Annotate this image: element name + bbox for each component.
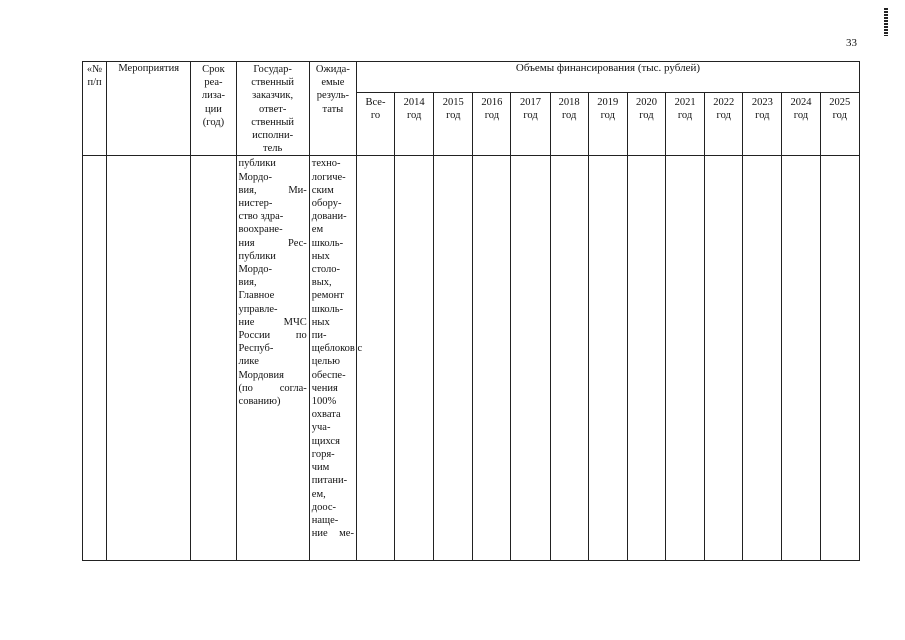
header-customer-line: исполни- — [252, 130, 294, 142]
customer-text-line: Респуб- — [238, 343, 274, 355]
header-total — [356, 93, 394, 156]
cell-term — [191, 156, 236, 561]
scan-edge-mark — [884, 8, 888, 36]
customer-text-line: управле- — [238, 303, 278, 315]
result-text-line: ремонт — [311, 290, 344, 302]
header-year-unit: год — [639, 110, 654, 122]
header-row-1 — [83, 62, 860, 93]
header-year-value: 2016 — [481, 97, 503, 109]
header-year — [782, 93, 820, 156]
financing-table — [82, 61, 860, 561]
header-year-value: 2025 — [829, 97, 851, 109]
customer-text-line: ния Рес- — [238, 237, 307, 249]
header-year-unit: год — [677, 110, 693, 122]
header-results — [309, 62, 356, 156]
customer-text-line: Главное — [238, 290, 275, 302]
cell-year — [782, 156, 820, 561]
header-term-line: ции — [205, 103, 222, 115]
header-year — [705, 93, 743, 156]
header-activities-label: Мероприятия — [118, 63, 180, 74]
header-year-unit: год — [562, 110, 577, 122]
header-term-line: реа- — [204, 77, 223, 89]
customer-text-line: лике — [238, 356, 259, 368]
customer-text-line: (по согла- — [238, 382, 307, 394]
customer-text-line: Мордо- — [238, 264, 273, 276]
result-text-line: 100% — [311, 396, 337, 408]
cell-results — [309, 156, 363, 561]
result-text-line: обеспе- — [311, 369, 346, 381]
result-text-line: техно- — [311, 158, 341, 170]
result-text-line: ных — [311, 250, 330, 262]
result-text-line: чим — [311, 462, 330, 474]
header-customer — [236, 62, 309, 156]
header-year — [550, 93, 588, 156]
header-results-line: таты — [322, 103, 344, 115]
header-year — [743, 93, 782, 156]
result-text-line: логиче- — [311, 171, 346, 183]
cell-year — [588, 156, 627, 561]
result-text-line: ем — [311, 224, 324, 236]
cell-year — [627, 156, 665, 561]
header-total-line: Все- — [365, 97, 386, 109]
header-year — [666, 93, 705, 156]
header-total-line: го — [370, 110, 381, 122]
header-year-value: 2024 — [790, 97, 812, 109]
cell-year — [820, 156, 859, 561]
result-text-line: школь- — [311, 237, 344, 249]
result-text-line: школь- — [311, 303, 344, 315]
header-customer-line: ственный — [251, 77, 295, 89]
result-text-line: доос- — [311, 501, 337, 513]
cell-year — [473, 156, 511, 561]
header-year-unit: год — [446, 110, 461, 122]
header-year-unit: год — [523, 110, 538, 122]
result-text-line: щихся — [311, 435, 340, 447]
customer-text-line: ство здра- — [238, 211, 284, 223]
customer-text-line: вия, — [238, 277, 257, 289]
header-term-line: (год) — [202, 116, 225, 128]
customer-text-line: воохране- — [238, 224, 283, 236]
header-year — [473, 93, 511, 156]
header-year-value: 2022 — [713, 97, 735, 109]
result-text-line: пи- — [311, 330, 327, 342]
header-year-unit: год — [716, 110, 731, 122]
result-text-line: наще- — [311, 514, 339, 526]
result-text-line: чения — [311, 382, 338, 394]
header-financing — [356, 62, 859, 93]
header-year-unit: год — [832, 110, 847, 122]
customer-text-line: ние МЧС — [238, 316, 307, 328]
header-results-line: Ожида- — [315, 64, 350, 75]
result-text-line: ским — [311, 184, 334, 196]
result-text-line: вых, — [311, 277, 332, 289]
cell-year — [666, 156, 705, 561]
cell-year — [550, 156, 588, 561]
header-year-value: 2017 — [520, 97, 542, 109]
header-year — [627, 93, 665, 156]
header-year — [395, 93, 434, 156]
header-term-line: Срок — [202, 64, 225, 75]
header-year-unit: год — [793, 110, 809, 122]
cell-year — [511, 156, 550, 561]
cell-total — [356, 156, 394, 561]
header-activities — [107, 62, 191, 156]
result-text-line: ных — [311, 316, 330, 328]
header-num-line: «№ — [86, 64, 103, 75]
result-text-line: обору- — [311, 198, 342, 210]
customer-text-line: публики — [238, 250, 276, 262]
header-customer-line: ответ- — [258, 103, 287, 115]
customer-text-line: публики — [238, 158, 276, 170]
result-text-line: целью — [311, 356, 340, 368]
header-customer-line: заказчик, — [252, 90, 294, 102]
cell-year — [705, 156, 743, 561]
cell-activities — [107, 156, 191, 561]
result-text-line: довани- — [311, 211, 347, 223]
header-results-line: резуль- — [316, 90, 349, 102]
header-year — [511, 93, 550, 156]
cell-customer — [236, 156, 309, 561]
header-year-unit: год — [600, 110, 615, 122]
table-row — [83, 156, 860, 561]
financing-title: Объемы финансирования (тыс. рублей) — [515, 62, 701, 74]
header-year-unit: год — [484, 110, 500, 122]
header-results-line: емые — [321, 77, 345, 89]
result-text-line: питани- — [311, 475, 348, 487]
cell-num — [83, 156, 107, 561]
result-text-line: уча- — [311, 422, 331, 434]
header-year-value: 2020 — [635, 97, 657, 109]
header-year-value: 2019 — [597, 97, 619, 109]
header-year — [820, 93, 859, 156]
header-year-value: 2021 — [674, 97, 696, 109]
header-term-line: лиза- — [201, 90, 226, 102]
header-num-line: п/п — [87, 77, 102, 89]
header-customer-line: Государ- — [253, 64, 292, 75]
customer-text-line: вия, Ми- — [238, 184, 307, 196]
customer-text-line: Мордо- — [238, 171, 273, 183]
header-num — [83, 62, 107, 156]
customer-text-line: нистер- — [238, 198, 273, 210]
result-text-line: охвата — [311, 409, 341, 421]
header-year — [588, 93, 627, 156]
cell-year — [743, 156, 782, 561]
customer-text-line: Мордовия — [238, 369, 284, 381]
result-text-line: ем, — [311, 488, 326, 500]
header-term — [191, 62, 236, 156]
result-text-line: щеблоков с — [311, 343, 363, 355]
header-year-value: 2014 — [403, 97, 425, 109]
header-year-value: 2018 — [558, 97, 580, 109]
header-year — [434, 93, 473, 156]
customer-text-line: России по — [238, 330, 307, 342]
customer-text-line: сованию) — [238, 396, 281, 408]
cell-year — [434, 156, 473, 561]
cell-year — [395, 156, 434, 561]
result-text-line: горя- — [311, 448, 335, 460]
header-customer-line: тель — [263, 143, 283, 155]
header-year-value: 2023 — [751, 97, 773, 109]
result-text-line: столо- — [311, 264, 340, 276]
header-year-unit: год — [406, 110, 422, 122]
header-year-value: 2015 — [442, 97, 464, 109]
result-text-line: ние ме- — [311, 528, 354, 540]
header-customer-line: ственный — [251, 116, 295, 128]
page-number: 33 — [846, 37, 857, 49]
header-year-unit: год — [755, 110, 770, 122]
